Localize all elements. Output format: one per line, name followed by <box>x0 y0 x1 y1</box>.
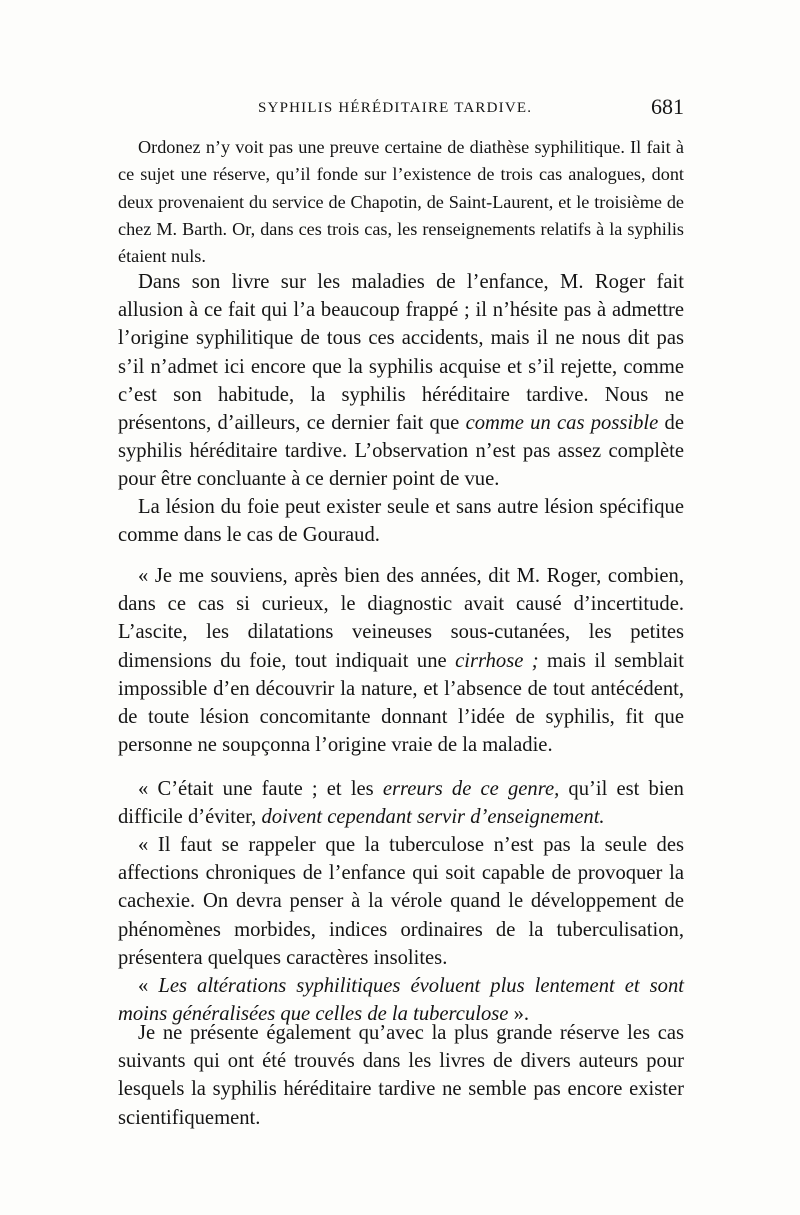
paragraph-roger-quote-text-a: « Je me souviens, après bien des années, dit M. Roger, combien, dans ce cas si curieux, le diagnostic avait causé d’incertitude. L’ascite, les dilatations veineuses sous-cutanées, les petites dimensions du foie, tout indiquait une <box>118 565 684 672</box>
paragraph-roger-quote <box>118 562 684 759</box>
paragraph-roger-book-text-b: de syphilis héréditaire tardive. L’observation n’est pas assez complète pour être concluante à ce dernier point de vue. <box>118 412 684 491</box>
paragraph-syphilitic-alterations-emphasis: Les altérations syphilitiques évoluent plus lentement et sont moins généralisées que celles de la tuberculose <box>118 975 684 1026</box>
paragraph-roger-quote-emphasis: cirrhose ; <box>455 649 539 672</box>
paragraph-liver-lesion: La lésion du foie peut exister seule et sans autre lésion spécifique comme dans le cas de Gouraud. <box>118 496 684 547</box>
paragraph-ordonez: Ordonez n’y voit pas une preuve certaine de diathèse syphilitique. Il fait à ce sujet une réserve, qu’il fonde sur l’existence de trois cas analogues, dont deux provenaient du service de Chapotin, de Saint-Laurent, et le troisième de chez M. Barth. Or, dans ces trois cas, les renseignements relatifs à la syphilis étaient nuls. <box>118 137 684 267</box>
paragraph-fault-text-a: « C’était une faute ; et les <box>138 778 383 800</box>
paragraph-roger-book <box>118 268 684 494</box>
paragraph-roger-book-text-a: Dans son livre sur les maladies de l’enfance, M. Roger fait allusion à ce fait qui l’a beaucoup frappé ; il n’hésite pas à admettre l’origine syphilitique de tous ces accidents, mais il ne nous dit pas s’il n’admet ici encore que la syphilis acquise et s’il rejette, comme c’est son habitude, la syphilis héréditaire tardive. Nous ne présentons, d’ailleurs, ce dernier fait que <box>118 271 684 435</box>
paragraph-roger-book-emphasis: comme un cas possible <box>465 412 659 435</box>
running-title: SYPHILIS HÉRÉDITAIRE TARDIVE. <box>258 100 533 116</box>
paragraph-fault <box>118 775 684 831</box>
paragraph-fault-emphasis-1: erreurs de ce genre, <box>382 778 560 800</box>
quote-open: « <box>138 975 159 997</box>
page-number: 681 <box>651 94 684 119</box>
page-header <box>118 94 684 124</box>
paragraph-fault-emphasis-2: doivent cependant servir d’enseignement. <box>261 806 605 829</box>
paragraph-following-cases: Je ne présente également qu’avec la plus grande réserve les cas suivants qui ont été trouvés dans les livres de divers auteurs pour lesquels la syphilis héréditaire tardive ne semble pas encore exister scientifiquement. <box>118 1022 684 1129</box>
paragraph-tuberculosis: « Il faut se rappeler que la tuberculose n’est pas la seule des affections chroniques de l’enfance qui soit capable de provoquer la cachexie. On devra penser à la vérole quand le développement de phénomènes morbides, indices ordinaires de la tuberculisation, présentera quelques caractères insolites. <box>118 834 684 969</box>
paragraph-roger-quote-text-b: mais il semblait impossible d’en découvrir la nature, et l’absence de tout antécédent, de toute lésion concomitante donnant l’idée de syphilis, fit que personne ne soupçonna l’origine vraie de la maladie. <box>118 649 684 757</box>
quote-close: ». <box>508 1003 530 1026</box>
paragraph-fault-text-b: qu’il est bien difficile d’éviter, <box>118 778 684 829</box>
